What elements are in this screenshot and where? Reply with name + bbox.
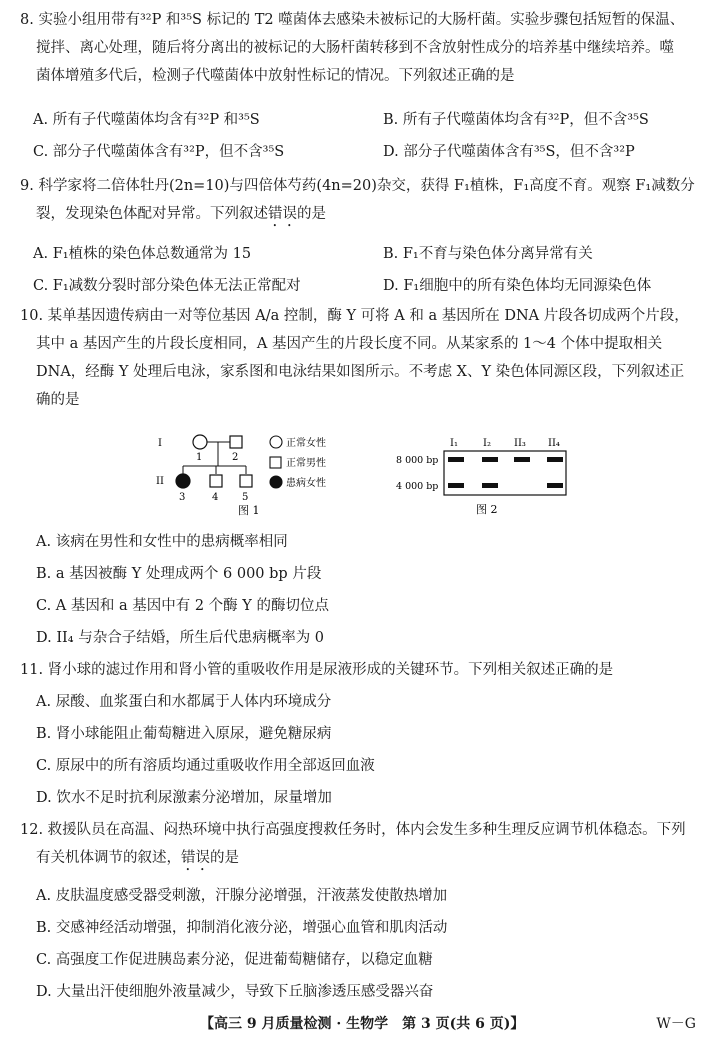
lane-label-4: II₄ <box>548 438 560 449</box>
band-lane1-8000 <box>448 457 464 462</box>
q8-option-b: B. 所有子代噬菌体均含有³²P，但不含³⁵S <box>383 112 649 128</box>
figure-2-caption: 图 2 <box>476 503 498 516</box>
q9-option-b: B. F₁不育与染色体分离异常有关 <box>383 246 593 262</box>
generation-label-1: I <box>158 438 162 449</box>
individual-3-label: 3 <box>179 492 186 503</box>
q9-option-c: C. F₁减数分裂时部分染色体无法正常配对 <box>33 278 301 294</box>
q9-stem-line-1: 9. 科学家将二倍体牡丹(2n=10)与四倍体芍药(4n=20)杂交，获得 F₁植株，F₁高度不育。观察 F₁减数分 <box>20 178 695 194</box>
generation-label-2: II <box>156 476 164 487</box>
legend-normal-male-symbol <box>270 457 281 468</box>
q12-option-a: A. 皮肤温度感受器受刺激，汗腺分泌增强，汗液蒸发使散热增加 <box>36 888 448 904</box>
individual-2-label: 2 <box>232 452 239 463</box>
individual-1-label: 1 <box>196 452 203 463</box>
lane-label-3: II₃ <box>514 438 526 449</box>
q8-option-a: A. 所有子代噬菌体均含有³²P 和³⁵S <box>33 112 260 128</box>
individual-1-normal-female <box>193 435 207 449</box>
question-9 <box>20 172 695 230</box>
q9-stem-text: 裂，发现染色体配对异常。下列叙述 <box>36 206 268 222</box>
q9-emphasis-word: 错误 <box>268 206 297 222</box>
legend-affected-female-symbol <box>270 476 282 488</box>
band-lane2-8000 <box>482 457 498 462</box>
band-lane4-8000 <box>547 457 563 462</box>
q11-stem-line-1: 11. 肾小球的滤过作用和肾小管的重吸收作用是尿液形成的关键环节。下列相关叙述正确的是 <box>20 662 614 678</box>
q11-option-c: C. 原尿中的所有溶质均通过重吸收作用全部返回血液 <box>36 758 375 774</box>
q10-option-c: C. A 基因和 a 基因中有 2 个酶 Y 的酶切位点 <box>36 598 329 614</box>
q10-option-d: D. II₄ 与杂合子结婚，所生后代患病概率为 0 <box>36 630 325 646</box>
q8-option-c: C. 部分子代噬菌体含有³²P，但不含³⁵S <box>33 144 285 160</box>
legend-normal-male-label: 正常男性 <box>286 458 326 469</box>
q10-stem-line-4: 确的是 <box>36 392 80 408</box>
q9-option-d: D. F₁细胞中的所有染色体均无同源染色体 <box>383 278 652 294</box>
q12-emphasis-word: 错误 <box>181 850 210 866</box>
size-marker-4000: 4 000 bp <box>396 481 439 492</box>
q9-stem-end: 的是 <box>297 206 326 222</box>
band-lane2-4000 <box>482 483 498 488</box>
individual-2-normal-male <box>230 436 242 448</box>
q8-stem-line-2: 搅拌、离心处理，随后将分离出的被标记的大肠杆菌转移到不含放射性成分的培养基中继续培养。噬 <box>36 40 674 56</box>
question-10 <box>20 302 692 414</box>
individual-5-label: 5 <box>242 492 249 503</box>
individual-4-normal-male <box>210 475 222 487</box>
q8-stem-line-1: 8. 实验小组用带有³²P 和³⁵S 标记的 T2 噬菌体去感染未被标记的大肠杆菌。实验步骤包括短暂的保温、 <box>20 12 685 28</box>
q10-stem-line-1: 10. 某单基因遗传病由一对等位基因 A/a 控制，酶 Y 可将 A 和 a 基因所在 DNA 片段各切成两个片段， <box>20 308 689 324</box>
q8-option-d: D. 部分子代噬菌体含有³⁵S，但不含³²P <box>383 144 635 160</box>
band-lane3-8000 <box>514 457 530 462</box>
q11-option-b: B. 肾小球能阻止葡萄糖进入原尿，避免糖尿病 <box>36 726 332 742</box>
q10-stem-line-3: DNA，经酶 Y 处理后电泳，家系图和电泳结果如图所示。不考虑 X、Y 染色体同源区段，下列叙述正 <box>36 364 685 380</box>
electrophoresis-figure <box>392 434 582 518</box>
q11-option-a: A. 尿酸、血浆蛋白和水都属于人体内环境成分 <box>36 694 332 710</box>
q9-stem-line-2 <box>20 200 692 230</box>
individual-5-normal-male <box>240 475 252 487</box>
question-11 <box>20 656 692 684</box>
question-12 <box>20 816 692 874</box>
q12-stem-line-2 <box>20 844 692 874</box>
q12-option-d: D. 大量出汗使细胞外液量减少，导致下丘脑渗透压感受器兴奋 <box>36 984 434 1000</box>
individual-3-affected-female <box>176 474 190 488</box>
q12-option-b: B. 交感神经活动增强，抑制消化液分泌，增强心血管和肌肉活动 <box>36 920 448 936</box>
q9-option-a: A. F₁植株的染色体总数通常为 15 <box>33 246 252 262</box>
q10-option-a: A. 该病在男性和女性中的患病概率相同 <box>36 534 288 550</box>
footer-title: 【高三 9 月质量检测 · 生物学 第 3 页(共 6 页)】 <box>200 1016 525 1032</box>
band-lane4-4000 <box>547 483 563 488</box>
lane-label-2: I₂ <box>483 438 491 449</box>
q10-stem-line-2: 其中 a 基因产生的片段长度相同，A 基因产生的片段长度不同。从某家系的 1～4 个体中提取相关 <box>36 336 663 352</box>
size-marker-8000: 8 000 bp <box>396 455 439 466</box>
band-lane1-4000 <box>448 483 464 488</box>
q12-stem-line-1: 12. 救援队员在高温、闷热环境中执行高强度搜救任务时，体内会发生多种生理反应调节机体稳态。下列 <box>20 822 686 838</box>
q11-option-d: D. 饮水不足时抗利尿激素分泌增加，尿量增加 <box>36 790 332 806</box>
q12-stem-end: 的是 <box>210 850 239 866</box>
legend-normal-female-label: 正常女性 <box>286 438 326 449</box>
legend-normal-female-symbol <box>270 436 282 448</box>
q12-stem-text: 有关机体调节的叙述， <box>36 850 181 866</box>
q12-option-c: C. 高强度工作促进胰岛素分泌，促进葡萄糖储存，以稳定血糖 <box>36 952 433 968</box>
individual-4-label: 4 <box>212 492 219 503</box>
lane-label-1: I₁ <box>450 438 458 449</box>
legend-affected-female-label: 患病女性 <box>286 478 326 489</box>
footer-code: W－G <box>656 1016 696 1032</box>
pedigree-figure <box>150 428 380 518</box>
question-8 <box>20 6 692 90</box>
q8-stem-line-3: 菌体增殖多代后，检测子代噬菌体中放射性标记的情况。下列叙述正确的是 <box>36 68 515 84</box>
q10-option-b: B. a 基因被酶 Y 处理成两个 6 000 bp 片段 <box>36 566 322 582</box>
figure-1-caption: 图 1 <box>238 504 260 517</box>
